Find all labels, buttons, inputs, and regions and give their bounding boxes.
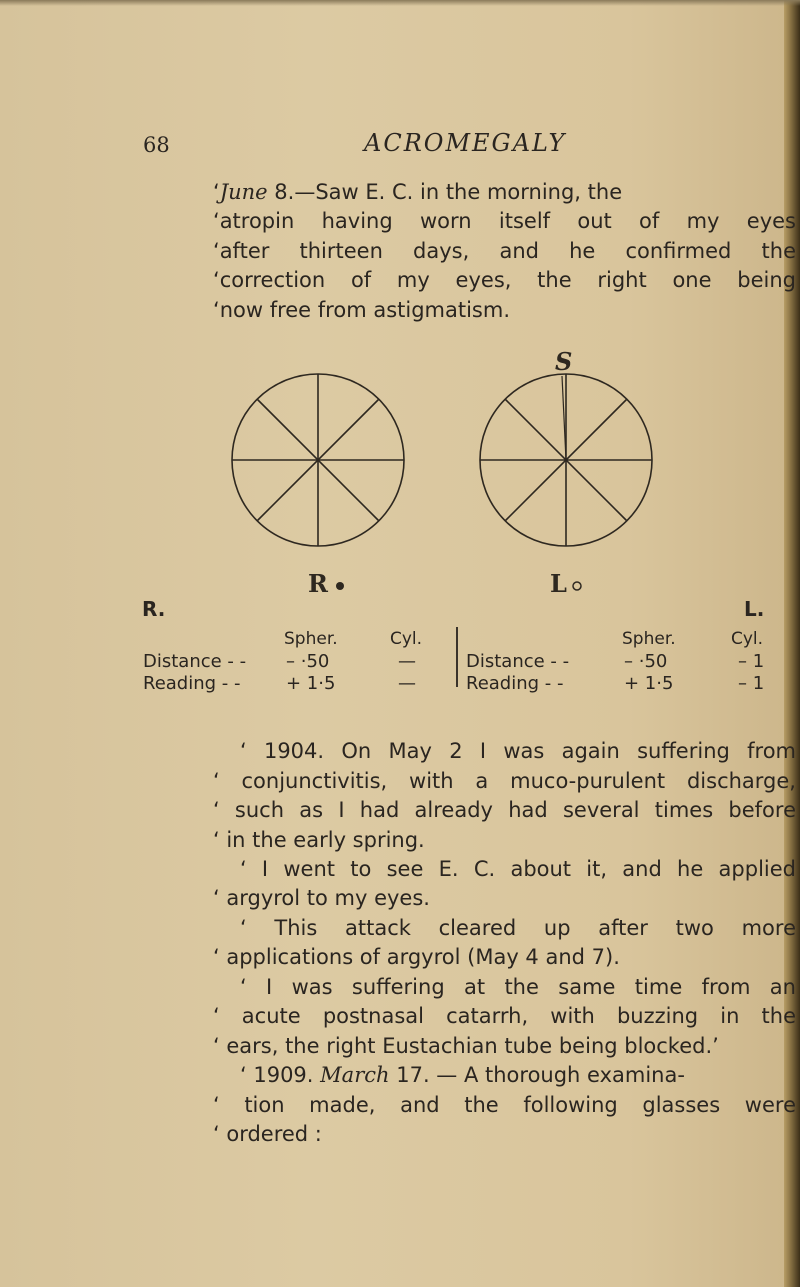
left-col-spher: Spher. [622,629,676,649]
left-row-distance-label: Distance - - [466,651,570,672]
left-row-distance-cyl: – 1 [738,651,765,672]
para1-date: June [219,180,268,204]
right-row-distance-cyl: — [398,651,416,672]
para2-month: March [320,1063,390,1087]
left-row-reading-spher: + 1·5 [624,673,674,694]
para1-line5: ‘now free from astigmatism. [213,298,510,322]
para2-line4: ‘ in the early spring. [213,828,425,852]
para1-line2: ‘atropin having worn itself out of my eyes [213,209,796,233]
para2-line10: ‘ acute postnasal catarrh, with buzzing in the [213,1004,796,1028]
para2-line13: ‘ tion made, and the following glasses were [213,1093,796,1117]
left-monogram-dot [573,582,581,590]
right-col-cyl: Cyl. [390,629,423,649]
para2-line3: ‘ such as I had already had several times before [213,798,796,822]
para2-line11: ‘ ears, the right Eustachian tube being blocked.’ [213,1034,719,1058]
para2-line6: ‘ argyrol to my eyes. [213,886,430,910]
right-row-reading-cyl: — [398,673,416,694]
para1-line4: ‘correction of my eyes, the right one being [213,268,796,292]
right-row-reading-spher: + 1·5 [286,673,336,694]
left-row-reading-cyl: – 1 [738,673,765,694]
left-row-distance-spher: – ·50 [624,651,668,672]
para2-line7: ‘ This attack cleared up after two more [240,916,796,940]
right-monogram: R [308,569,328,598]
right-row-distance-spher: – ·50 [286,651,330,672]
page-number: 68 [143,133,170,157]
left-eye-chart [480,374,652,546]
right-row-distance-label: Distance - - [143,651,247,672]
para2-line5: ‘ I went to see E. C. about it, and he applied [240,857,796,881]
left-row-reading-label: Reading - - [466,673,564,694]
running-title: ACROMEGALY [364,129,567,157]
right-side-label: R. [142,597,166,621]
right-col-spher: Spher. [284,629,338,649]
para1-line3: ‘after thirteen days, and he confirmed the [213,239,796,263]
para2-line12: ‘ 1909. March 17. — A thorough examina- [240,1063,685,1087]
chart-top-mark: S [555,347,573,376]
left-side-label: L. [744,597,765,621]
para2-line9: ‘ I was suffering at the same time from an [240,975,796,999]
para2-line8: ‘ applications of argyrol (May 4 and 7). [213,945,620,969]
right-eye-chart [232,374,404,546]
left-col-cyl: Cyl. [731,629,764,649]
para2-line1: ‘ 1904. On May 2 I was again suffering from [240,739,796,763]
para2-line14: ‘ ordered : [213,1122,322,1146]
para2-line2: ‘ conjunctivitis, with a muco-purulent discharge, [213,769,796,793]
table-divider [456,627,458,687]
right-monogram-dot [336,582,344,590]
left-monogram: L [550,569,567,598]
para1-line1: ‘June 8.—Saw E. C. in the morning, the [213,180,623,204]
right-row-reading-label: Reading - - [143,673,241,694]
